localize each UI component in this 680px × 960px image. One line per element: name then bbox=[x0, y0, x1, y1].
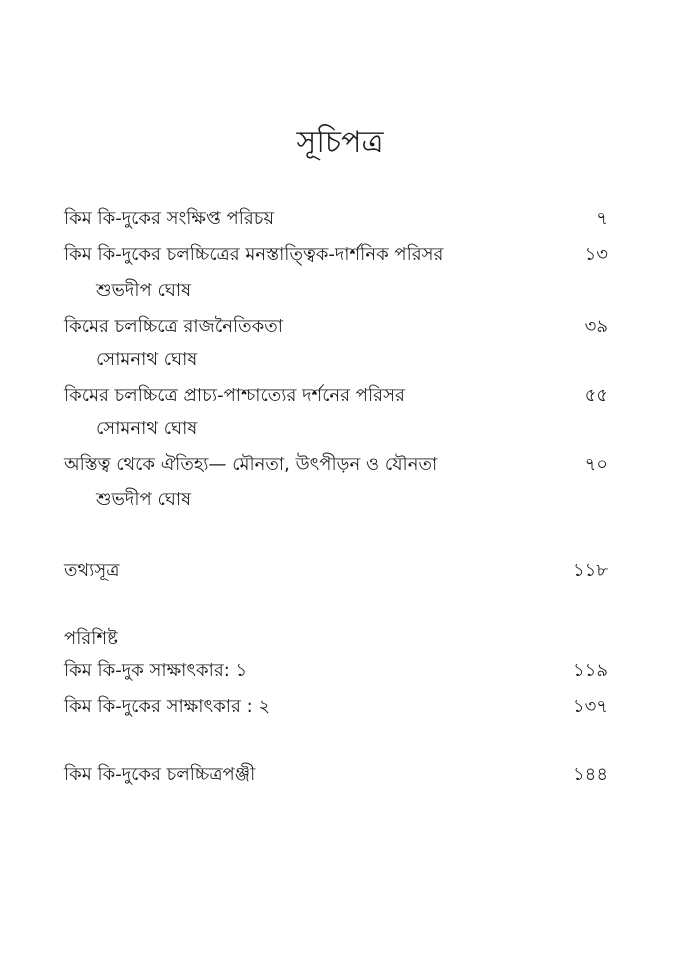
toc-entry-existence-tradition[interactable] bbox=[64, 450, 608, 480]
toc-entry-title: কিমের চলচ্চিত্রে প্রাচ্য-পাশ্চাত্যের দর্শনের পরিসর bbox=[64, 385, 405, 406]
toc-entry-politics[interactable] bbox=[64, 312, 608, 342]
toc-entry-title: কিম কি-দুকের চলচ্চিত্রপঞ্জী bbox=[64, 764, 256, 785]
toc-page-number: ১১৮ bbox=[572, 560, 608, 581]
toc-author-name: সোমনাথ ঘোষ bbox=[96, 349, 198, 370]
toc-author bbox=[64, 485, 608, 515]
toc-entry-title: কিম কি-দুকের সাক্ষাৎকার : ২ bbox=[64, 696, 271, 717]
toc-entry-title: তথ্যসূত্র bbox=[64, 560, 120, 581]
toc-author-name: শুভদীপ ঘোষ bbox=[96, 280, 192, 301]
toc-entry-references[interactable] bbox=[64, 556, 608, 586]
toc-author bbox=[64, 345, 608, 375]
toc-entry-filmography[interactable] bbox=[64, 760, 608, 790]
appendix-heading: পরিশিষ্ট bbox=[64, 628, 118, 649]
toc-page-number: ১১৯ bbox=[572, 660, 608, 681]
toc-entry-title: কিমের চলচ্চিত্রে রাজনৈতিকতা bbox=[64, 316, 283, 337]
toc-author-name: সোমনাথ ঘোষ bbox=[96, 418, 198, 439]
toc-author bbox=[64, 276, 608, 306]
toc-entry-title: কিম কি-দুকের চলচ্চিত্রের মনস্তাত্ত্বিক-দার্শনিক পরিসর bbox=[64, 244, 444, 265]
toc-entry-title: কিম কি-দুকের সংক্ষিপ্ত পরিচয় bbox=[64, 208, 275, 229]
toc-entry-psycho-philosophical[interactable] bbox=[64, 240, 608, 270]
toc-author bbox=[64, 414, 608, 444]
toc-author-name: শুভদীপ ঘোষ bbox=[96, 489, 192, 510]
toc-page-number: ৭০ bbox=[584, 454, 608, 475]
toc-page-number: ১৩৭ bbox=[572, 696, 608, 717]
toc-page-number: ৩৯ bbox=[584, 316, 608, 337]
toc-entry-title: অস্তিত্ব থেকে ঐতিহ্য— মৌনতা, উৎপীড়ন ও যৌনতা bbox=[64, 454, 438, 475]
page-title: সূচিপত্র bbox=[296, 125, 384, 161]
toc-page-number: ১৪৪ bbox=[572, 764, 608, 785]
toc-entry-interview-2[interactable] bbox=[64, 692, 608, 722]
toc-entry-east-west[interactable] bbox=[64, 381, 608, 411]
toc-page-number: ১৩ bbox=[584, 244, 608, 265]
toc-page-number: ৫৫ bbox=[584, 385, 608, 406]
toc-page-number: ৭ bbox=[596, 208, 608, 229]
toc-entry-title: কিম কি-দুক সাক্ষাৎকার: ১ bbox=[64, 660, 248, 681]
toc-entry-interview-1[interactable] bbox=[64, 656, 608, 686]
toc-entry-intro[interactable] bbox=[64, 204, 608, 234]
